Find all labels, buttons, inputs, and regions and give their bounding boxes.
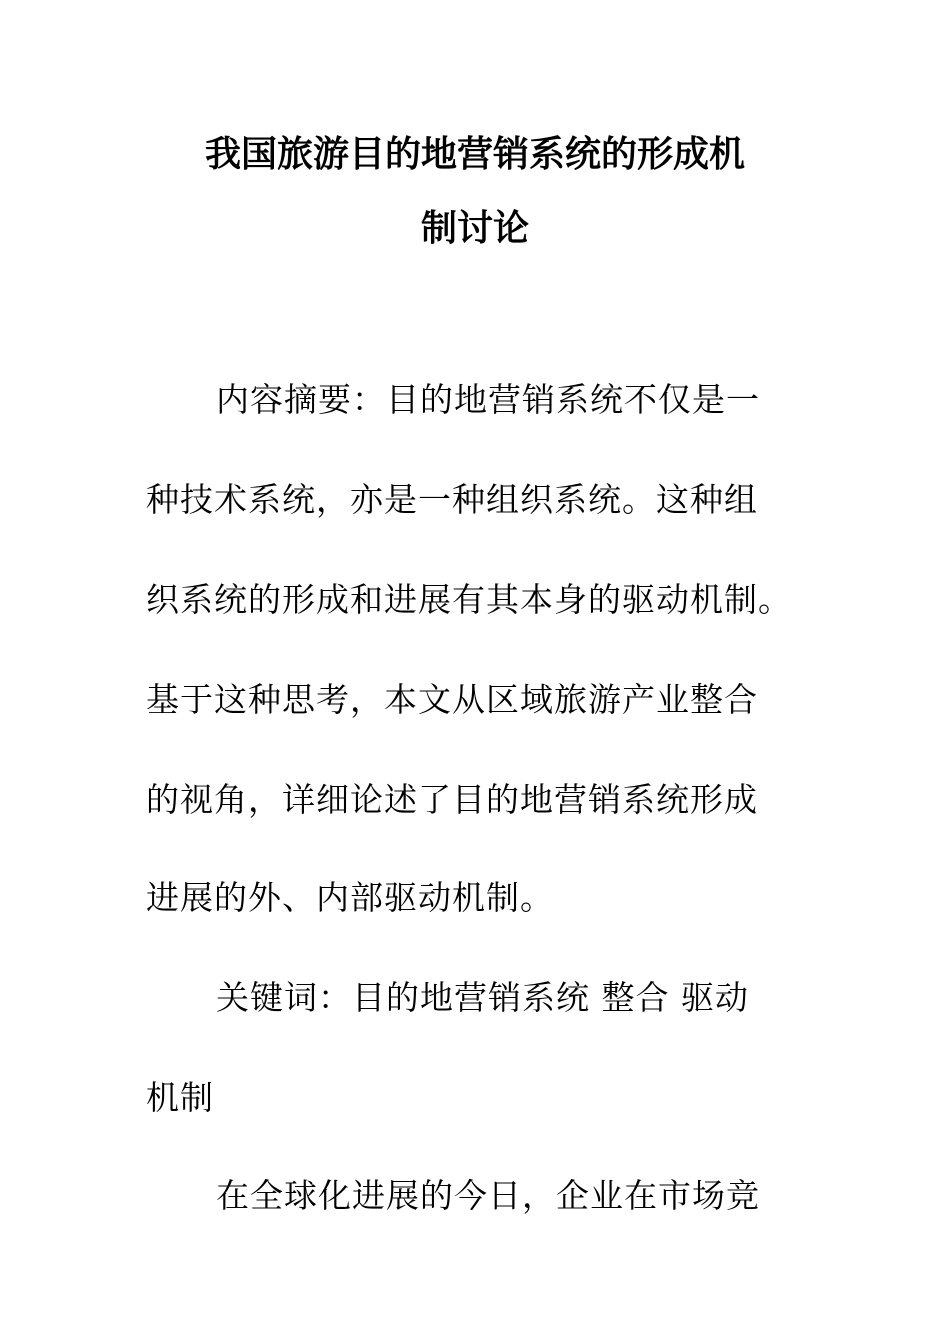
body-line-1: 在全球化进展的今日，企业在市场竞 [216,1176,760,1215]
abstract-line-6: 进展的外、内部驱动机制。 [146,878,554,917]
keywords-line-2: 机制 [146,1078,214,1117]
document-title-line-1: 我国旅游目的地营销系统的形成机 [204,133,745,175]
abstract-line-5: 的视角，详细论述了目的地营销系统形成 [146,780,758,819]
document-title-line-2: 制讨论 [420,207,529,249]
abstract-line-2: 种技术系统，亦是一种组织系统。这种组 [146,480,758,519]
keywords-line-1: 关键词：目的地营销系统 整合 驱动 [216,978,749,1017]
abstract-line-4: 基于这种思考，本文从区域旅游产业整合 [146,680,758,719]
abstract-line-3: 织系统的形成和进展有其本身的驱动机制。 [146,580,792,619]
abstract-line-1: 内容摘要：目的地营销系统不仅是一 [216,380,760,419]
